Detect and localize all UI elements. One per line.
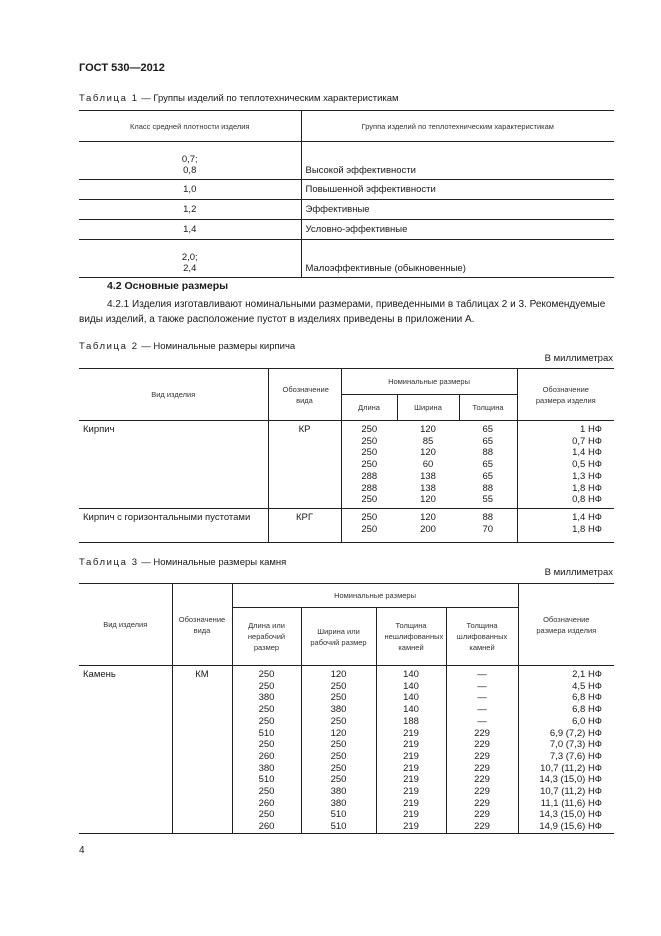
table1-cell-group: Высокой эффективности bbox=[301, 142, 614, 180]
table1-caption-label: Таблица 1 bbox=[79, 93, 139, 104]
table-row bbox=[79, 509, 614, 543]
table1-header-class: Класс средней плотности изделия bbox=[79, 111, 301, 142]
table3-header-thickness-ground: Толщина шлифованных камней bbox=[446, 608, 518, 666]
table1-caption bbox=[79, 93, 399, 104]
table2-cell-thickness: 88 70 bbox=[459, 509, 517, 543]
table-1 bbox=[79, 110, 614, 278]
table2-header-length: Длина bbox=[341, 395, 397, 421]
section-title: 4.2 Основные размеры bbox=[107, 280, 229, 292]
table2-header-size: Обозначение размера изделия bbox=[517, 369, 614, 421]
table1-cell-group: Эффективные bbox=[301, 200, 614, 220]
table3-header-kind: Вид изделия bbox=[79, 584, 172, 666]
table2-cell-thickness: 65 65 88 65 65 88 55 bbox=[459, 421, 517, 509]
table3-cell-thickness-ground: — — — — — 229 229 229 229 229 229 229 229 229 bbox=[446, 666, 518, 834]
table3-header-nominal: Номинальные размеры bbox=[232, 584, 518, 608]
table2-cell-code: КРГ bbox=[268, 509, 341, 543]
table3-cell-thickness-unground: 140 140 140 140 188 219 219 219 219 219 219 219 219 219 bbox=[376, 666, 446, 834]
table1-caption-text: — Группы изделий по теплотехническим характеристикам bbox=[138, 93, 399, 104]
table1-cell-class: 1,0 bbox=[79, 180, 301, 200]
table1-cell-class: 1,4 bbox=[79, 220, 301, 240]
table3-header-width: Ширина или рабочий размер bbox=[301, 608, 376, 666]
table2-cell-size: 1 НФ 0,7 НФ 1,4 НФ 0,5 НФ 1,3 НФ 1,8 НФ 0,8 НФ bbox=[517, 421, 614, 509]
table2-header-code: Обозначение вида bbox=[268, 369, 341, 421]
table2-caption-label: Таблица 2 bbox=[79, 341, 139, 352]
table3-header-size: Обозначение размера изделия bbox=[518, 584, 614, 666]
table2-cell-width: 120 200 bbox=[397, 509, 459, 543]
table3-caption-text: — Номинальные размеры камня bbox=[138, 557, 287, 568]
table2-cell-width: 120 85 120 60 138 138 120 bbox=[397, 421, 459, 509]
table3-header-length: Длина или нерабочий размер bbox=[232, 608, 301, 666]
table2-cell-kind: Кирпич bbox=[79, 421, 268, 509]
table1-cell-group: Малоэффективные (обыкновенные) bbox=[301, 240, 614, 278]
table2-header-nominal: Номинальные размеры bbox=[341, 369, 517, 395]
table3-cell-length: 250 250 380 250 250 510 250 260 380 510 250 260 250 260 bbox=[232, 666, 301, 834]
table-row bbox=[79, 220, 614, 240]
table1-cell-class: 1,2 bbox=[79, 200, 301, 220]
table2-cell-length: 250 250 250 250 288 288 250 bbox=[341, 421, 397, 509]
table3-caption-label: Таблица 3 bbox=[79, 557, 139, 568]
table1-header-group: Группа изделий по теплотехническим характеристикам bbox=[301, 111, 614, 142]
table3-caption bbox=[79, 557, 286, 568]
table2-header-width: Ширина bbox=[397, 395, 459, 421]
table1-cell-group: Условно-эффективные bbox=[301, 220, 614, 240]
section-paragraph: 4.2.1 Изделия изготавливают номинальными размерами, приведенными в таблицах 2 и 3. Рекомендуемые виды изделий, а также расположение пустот в изделиях приведены в приложении А. bbox=[79, 299, 606, 325]
table2-unit: В миллиметрах bbox=[544, 353, 613, 364]
table2-cell-size: 1,4 НФ 1,8 НФ bbox=[517, 509, 614, 543]
table3-cell-size: 2,1 НФ 4,5 НФ 6,8 НФ 6,8 НФ 6,0 НФ 6,9 (7,2) НФ 7,0 (7,3) НФ 7,3 (7,6) НФ 10,7 (11,2) НФ 14,3 (15,0) НФ 10,7 (11,2) НФ 11,1 (11,6) НФ 14,3 (15,0) НФ 14,9 (15,6) НФ bbox=[518, 666, 614, 834]
table-row bbox=[79, 180, 614, 200]
table2-header-kind: Вид изделия bbox=[79, 369, 268, 421]
table3-unit: В миллиметрах bbox=[544, 567, 613, 578]
table2-header-thickness: Толщина bbox=[459, 395, 517, 421]
table-3 bbox=[79, 583, 614, 834]
document-header: ГОСТ 530—2012 bbox=[79, 62, 165, 74]
table1-cell-class: 0,7; 0,8 bbox=[79, 142, 301, 180]
table3-cell-kind: Камень bbox=[79, 666, 172, 834]
table-row bbox=[79, 142, 614, 180]
table-row bbox=[79, 421, 614, 509]
table2-caption bbox=[79, 341, 295, 352]
table1-cell-class: 2,0; 2,4 bbox=[79, 240, 301, 278]
table-row bbox=[79, 240, 614, 278]
table2-cell-kind: Кирпич с горизонтальными пустотами bbox=[79, 509, 268, 543]
table3-cell-width: 120 250 250 380 250 120 250 250 250 250 380 380 510 510 bbox=[301, 666, 376, 834]
table3-header-code: Обозначение вида bbox=[172, 584, 232, 666]
table3-header-thickness-unground: Толщина нешлифованных камней bbox=[376, 608, 446, 666]
table2-cell-length: 250 250 bbox=[341, 509, 397, 543]
table1-cell-group: Повышенной эффективности bbox=[301, 180, 614, 200]
page-number: 4 bbox=[79, 845, 85, 856]
table3-cell-code: КМ bbox=[172, 666, 232, 834]
table-row bbox=[79, 666, 614, 834]
table2-cell-code: КР bbox=[268, 421, 341, 509]
table2-caption-text: — Номинальные размеры кирпича bbox=[138, 341, 296, 352]
table-row bbox=[79, 200, 614, 220]
table-2 bbox=[79, 368, 614, 543]
